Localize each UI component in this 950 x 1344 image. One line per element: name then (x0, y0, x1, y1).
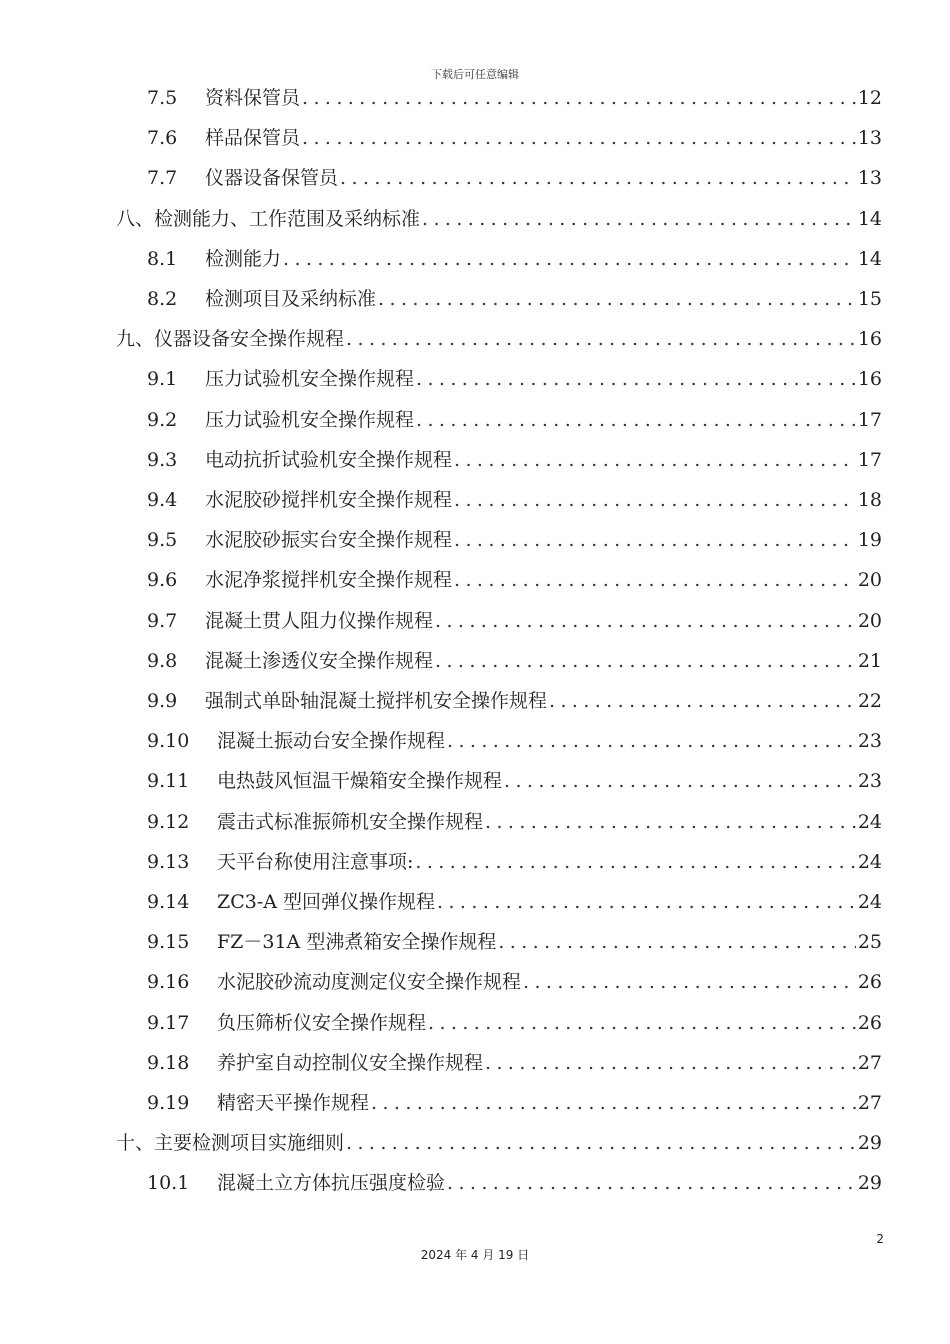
toc-entry-title: 压力试验机安全操作规程 (205, 408, 415, 431)
toc-entry[interactable] (147, 560, 882, 600)
toc-entry-title: 震击式标准振筛机安全操作规程 (217, 810, 484, 833)
toc-entry[interactable] (147, 520, 882, 560)
toc-entry-page: 18 (857, 489, 882, 511)
toc-entry-number: 9.18 (147, 1051, 190, 1074)
toc-entry[interactable] (147, 400, 882, 440)
toc-dot-leader (504, 761, 856, 801)
toc-entry-number: 9.13 (147, 850, 190, 873)
toc-dot-leader (422, 199, 856, 239)
toc-entry-title: 混凝土立方体抗压强度检验 (217, 1172, 446, 1195)
toc-entry-number: 8.1 (147, 247, 178, 270)
toc-dot-leader (302, 78, 856, 118)
toc-entry[interactable] (147, 359, 882, 399)
toc-entry-title: 主要检测项目实施细则 (154, 1132, 345, 1155)
toc-dot-leader (416, 400, 856, 440)
toc-entry-number: 7.7 (147, 167, 178, 190)
toc-entry-page: 12 (857, 87, 882, 109)
toc-dot-leader (340, 158, 856, 198)
toc-dot-leader (437, 882, 856, 922)
toc-entry[interactable] (147, 761, 882, 801)
toc-entry-title: 仪器设备保管员 (205, 167, 339, 190)
toc-entry-page: 16 (857, 368, 882, 391)
toc-entry-page: 26 (857, 1011, 882, 1034)
toc-entry[interactable] (147, 158, 882, 198)
toc-dot-leader (485, 1043, 856, 1083)
toc-entry[interactable] (147, 480, 882, 520)
toc-entry-title: 养护室自动控制仪安全操作规程 (217, 1051, 484, 1074)
toc-entry-page: 13 (857, 127, 882, 150)
toc-entry-page: 23 (857, 730, 882, 753)
toc-entry-number: 7.6 (147, 127, 178, 150)
toc-dot-leader (549, 681, 856, 721)
toc-entry-title: 强制式单卧轴混凝土搅拌机安全操作规程 (205, 690, 548, 712)
toc-dot-leader (454, 480, 856, 520)
toc-entry[interactable] (147, 721, 882, 761)
toc-entry-title: 水泥胶砂搅拌机安全操作规程 (205, 489, 453, 511)
toc-entry-title: 混凝土振动台安全操作规程 (217, 730, 446, 753)
toc-entry[interactable] (147, 802, 882, 842)
toc-entry[interactable] (147, 962, 882, 1002)
toc-dot-leader (378, 279, 856, 319)
toc-entry[interactable] (147, 1003, 882, 1043)
toc-entry-page: 24 (857, 850, 882, 873)
toc-entry-number: 九、 (116, 328, 155, 351)
page-header: 下载后可任意编辑 (431, 68, 519, 81)
toc-entry-page: 20 (857, 569, 882, 592)
toc-entry[interactable] (147, 882, 882, 922)
toc-entry[interactable] (147, 681, 882, 721)
toc-entry-page: 24 (857, 891, 882, 913)
toc-entry-page: 19 (857, 529, 882, 552)
toc-dot-leader (454, 440, 856, 480)
toc-dot-leader (302, 118, 856, 158)
toc-entry-page: 17 (857, 408, 882, 431)
toc-entry-page: 16 (857, 328, 882, 351)
page-footer-date: 2024 年 4 月 19 日 (420, 1248, 530, 1262)
toc-entry-number: 9.6 (147, 569, 178, 592)
toc-entry-page: 13 (857, 167, 882, 190)
toc-entry-number: 9.9 (147, 690, 178, 712)
toc-entry-page: 24 (857, 810, 882, 833)
toc-entry[interactable] (147, 641, 882, 681)
toc-entry-number: 9.16 (147, 971, 190, 994)
toc-dot-leader (498, 922, 855, 962)
toc-dot-leader (346, 1123, 856, 1163)
toc-dot-leader (415, 842, 855, 882)
toc-entry[interactable] (147, 78, 882, 118)
toc-entry-number: 9.7 (147, 609, 178, 632)
toc-entry-page: 29 (857, 1132, 882, 1155)
toc-entry-title: 资料保管员 (205, 87, 301, 109)
toc-entry[interactable] (147, 118, 882, 158)
toc-dot-leader (371, 1083, 856, 1123)
toc-entry[interactable] (147, 1163, 882, 1203)
toc-entry-title: 混凝土贯人阻力仪操作规程 (205, 609, 434, 632)
toc-entry-title: 电热鼓风恒温干燥箱安全操作规程 (217, 770, 503, 793)
toc-entry-number: 9.17 (147, 1011, 190, 1034)
toc-entry-title: 水泥净浆搅拌机安全操作规程 (205, 569, 453, 592)
toc-dot-leader (435, 601, 856, 641)
toc-entry[interactable] (147, 922, 882, 962)
toc-entry-title: 天平台称使用注意事项: (217, 850, 414, 873)
toc-entry-title: 水泥胶砂流动度测定仪安全操作规程 (217, 971, 522, 994)
toc-entry-page: 29 (857, 1172, 882, 1195)
toc-dot-leader (523, 962, 856, 1002)
toc-entry-page: 22 (857, 690, 882, 712)
toc-entry-page: 23 (857, 770, 882, 793)
toc-dot-leader (454, 560, 856, 600)
toc-entry-page: 21 (857, 649, 882, 672)
toc-entry-page: 27 (857, 1092, 882, 1114)
toc-entry-page: 25 (857, 931, 882, 954)
toc-entry[interactable] (147, 1083, 882, 1123)
toc-entry-number: 八、 (116, 207, 155, 230)
toc-entry-number: 9.14 (147, 891, 190, 913)
toc-dot-leader (454, 520, 856, 560)
toc-entry-title: 精密天平操作规程 (217, 1092, 370, 1114)
toc-entry-title: 负压筛析仪安全操作规程 (217, 1011, 427, 1034)
toc-entry[interactable] (147, 239, 882, 279)
toc-dot-leader (283, 239, 856, 279)
toc-entry-title: 检测项目及采纳标准 (205, 288, 377, 310)
toc-entry-number: 9.15 (147, 931, 190, 954)
toc-entry[interactable] (116, 1123, 882, 1163)
toc-entry-number: 8.2 (147, 288, 178, 310)
toc-dot-leader (447, 1163, 856, 1203)
toc-entry-title: 检测能力、工作范围及采纳标准 (154, 207, 421, 230)
toc-entry-number: 9.1 (147, 368, 178, 391)
toc-entry-title: 压力试验机安全操作规程 (205, 368, 415, 391)
toc-entry-page: 14 (857, 207, 882, 230)
toc-entry-number: 十、 (116, 1132, 155, 1155)
toc-dot-leader (435, 641, 856, 681)
toc-entry-number: 9.3 (147, 448, 178, 471)
toc-entry[interactable] (116, 319, 882, 359)
toc-entry-title: 仪器设备安全操作规程 (154, 328, 345, 351)
toc-entry-page: 27 (857, 1051, 882, 1074)
toc-entry-title: 样品保管员 (205, 127, 301, 150)
toc-entry[interactable] (147, 440, 882, 480)
toc-entry-number: 9.12 (147, 810, 190, 833)
toc-entry-number: 10.1 (147, 1172, 190, 1195)
toc-entry-number: 7.5 (147, 87, 178, 109)
toc-entry-number: 9.10 (147, 730, 190, 753)
toc-entry[interactable] (147, 842, 882, 882)
toc-dot-leader (428, 1003, 856, 1043)
toc-entry-page: 26 (857, 971, 882, 994)
toc-entry[interactable] (147, 601, 882, 641)
toc-entry[interactable] (147, 279, 882, 319)
toc-entry-page: 14 (857, 247, 882, 270)
toc-entry-title: 混凝土渗透仪安全操作规程 (205, 649, 434, 672)
toc-entry-title: 水泥胶砂振实台安全操作规程 (205, 529, 453, 552)
toc-dot-leader (346, 319, 856, 359)
toc-entry-number: 9.4 (147, 489, 178, 511)
toc-entry-page: 15 (857, 288, 882, 310)
page-number: 2 (876, 1232, 884, 1246)
toc-entry-number: 9.19 (147, 1092, 190, 1114)
toc-entry-number: 9.2 (147, 408, 178, 431)
toc-entry-page: 17 (857, 448, 882, 471)
toc-entry[interactable] (147, 1043, 882, 1083)
toc-entry-number: 9.11 (147, 770, 190, 793)
toc-entry[interactable] (116, 199, 882, 239)
toc-entry-title: ZC3-A 型回弹仪操作规程 (217, 891, 436, 913)
toc-entry-title: 检测能力 (205, 247, 282, 270)
toc-entry-number: 9.8 (147, 649, 178, 672)
toc-entry-number: 9.5 (147, 529, 178, 552)
toc-dot-leader (416, 359, 856, 399)
toc-entry-title: 电动抗折试验机安全操作规程 (205, 448, 453, 471)
toc-entry-title: FZ－31A 型沸煮箱安全操作规程 (217, 931, 497, 954)
toc-dot-leader (485, 802, 856, 842)
toc-dot-leader (447, 721, 856, 761)
toc-entry-page: 20 (857, 609, 882, 632)
